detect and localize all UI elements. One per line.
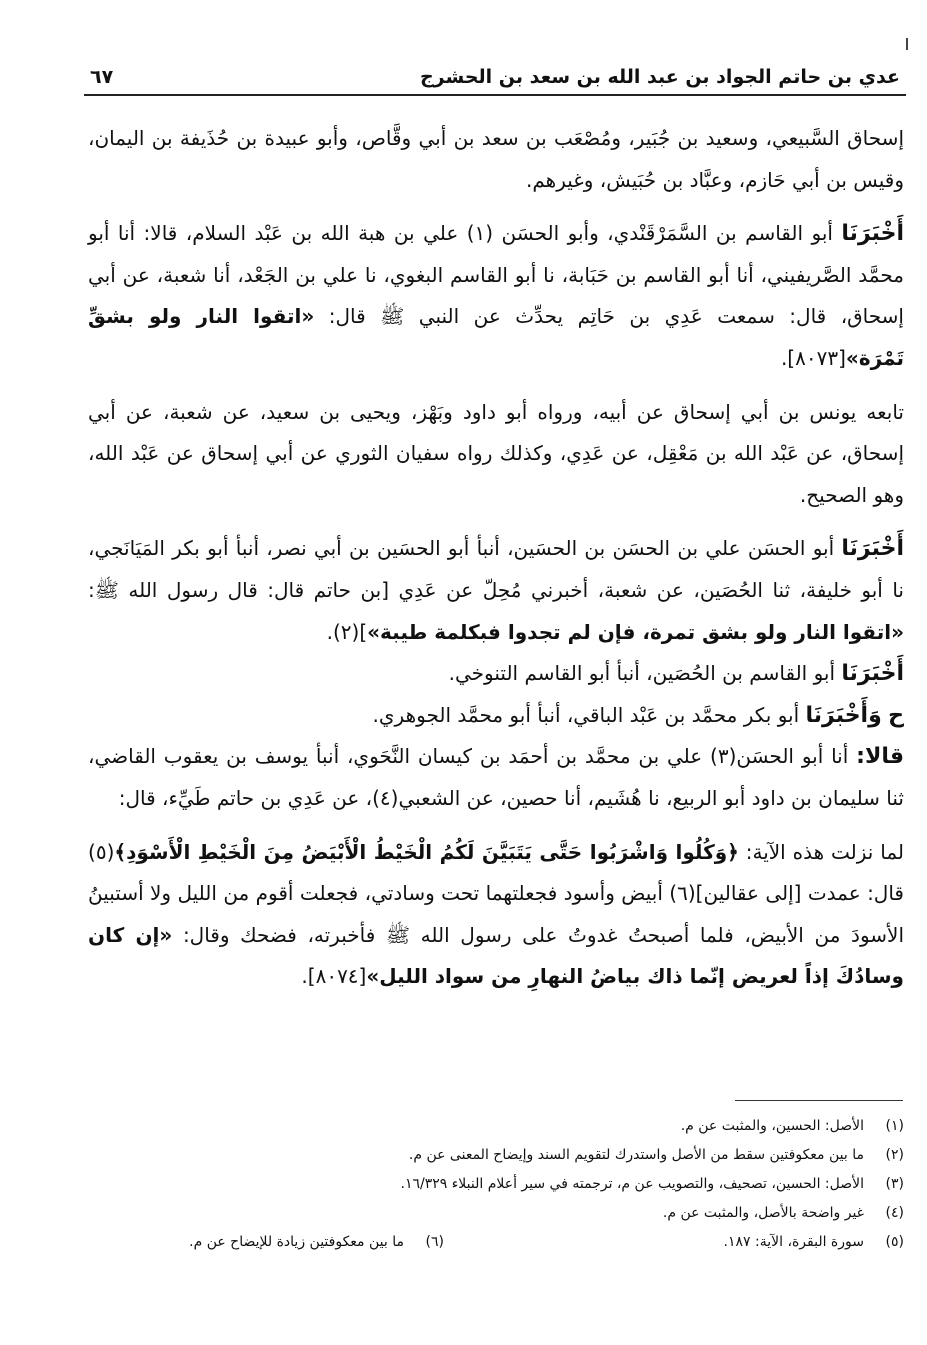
footnote-text: سورة البقرة، الآية: ١٨٧.: [723, 1234, 864, 1250]
hadith-text: «اتقوا النار ولو بشقِّ تَمْرَة»: [88, 304, 904, 370]
footnote-number: (٥): [885, 1234, 904, 1250]
akhbarana-lead: أَخْبَرَنَا: [841, 661, 904, 687]
footnote-number: (٢): [885, 1147, 904, 1163]
paragraph-6: [88, 695, 904, 737]
footnote-1: [88, 1112, 904, 1141]
running-header: [90, 58, 900, 88]
footnote-5: [444, 1228, 904, 1257]
paragraph-4: [88, 528, 904, 653]
hadith-text: «اتقوا النار ولو بشق تمرة، فإن لم تجدوا فبكلمة طيبة»: [367, 619, 904, 644]
footnote-text: ما بين معكوفتين زيادة للإيضاح عن م.: [189, 1234, 404, 1250]
footnote-4: [88, 1199, 904, 1228]
footnote-number: (٣): [885, 1176, 904, 1192]
paragraph-3-text: تابعه يونس بن أبي إسحاق عن أبيه، ورواه أبو داود وبَهْز، ويحيى بن سعيد، عن شعبة، عن أبي إسحاق، عن عَبْد الله بن مَعْقِل، عن عَدِي، وكذلك رواه سفيان الثوري عن أبي إسحاق عن عَبْد الله، وهو الصحيح.: [88, 399, 904, 507]
footnote-row: [88, 1228, 904, 1257]
footnote-3: [88, 1170, 904, 1199]
footnote-number: (٤): [885, 1205, 904, 1221]
akhbarana-lead: أَخْبَرَنَا: [841, 536, 904, 562]
corner-mark: [906, 38, 908, 50]
paragraph-1-text: إسحاق السَّبيعي، وسعيد بن جُبَير، ومُصْعَب بن سعد بن أبي وقَّاص، وأبو عبيدة بن حُذَيفة بن اليمان، وقيس بن أبي حَازم، وعبَّاد بن حُبَيش، وغيرهم.: [88, 126, 904, 192]
narration-text-2: (٥) قال: عمدت [إلى عقالين](٦) أبيض وأسود فجعلتهما تحت وسادتي، فجعلت أقوم من الليل ولا أستبينُ الأسودَ من الأبيض، فلما أصبحتُ غدوتُ على رسول الله ﷺ فأخبرته، فضحك وقال:: [88, 839, 905, 947]
paragraph-1: [88, 118, 904, 201]
footnote-text: الأصل: الحسين، والمثبت عن م.: [680, 1118, 864, 1134]
quran-verse: ﴿وَكُلُوا وَاشْرَبُوا حَتَّى يَتَبَيَّنَ لَكُمُ الْخَيْطُ الْأَبْيَضُ مِنَ الْخَيْطِ الْأَسْوَدِ﴾: [114, 839, 739, 864]
page-number: ٦٧: [90, 66, 114, 88]
ha-prefix: ح: [888, 702, 904, 728]
hadith-ref: [٨٠٧٣].: [780, 345, 846, 370]
isnad-text: أبو بكر محمَّد بن عَبْد الباقي، أنبأ أبو محمَّد الجوهري.: [372, 702, 800, 727]
paragraph-2: [88, 213, 904, 379]
paragraph-8: [88, 832, 904, 998]
footnote-number: (٦): [425, 1234, 444, 1250]
footnote-2: [88, 1141, 904, 1170]
isnad-text: أبو القاسم بن الحُصَين، أنبأ أبو القاسم التنوخي.: [448, 661, 836, 686]
footnote-text: غير واضحة بالأصل، والمثبت عن م.: [662, 1205, 864, 1221]
main-text: [88, 118, 904, 998]
paragraph-7: [88, 736, 904, 819]
footnote-text: الأصل: الحسين، تصحيف، والتصويب عن م، ترجمته في سير أعلام النبلاء ١٦/٣٢٩.: [400, 1176, 864, 1192]
qala-lead: قالا:: [856, 744, 904, 770]
akhbarana-lead: أَخْبَرَنَا: [841, 221, 905, 247]
running-title: عدي بن حاتم الجواد بن عبد الله بن سعد بن الحشرج: [419, 66, 900, 88]
header-rule: [84, 94, 906, 96]
isnad-text: أبو القاسم بن السَّمَرْقَنْدي، وأبو الحسَن (١) علي بن هبة الله بن عَبْد السلام، قالا: أنا أبو محمَّد الصَّريفيني، أنا أبو القاسم بن حَبَابة، نا أبو القاسم البغوي، نا علي بن الجَعْد، أنا شعبة، عن أبي إسحاق، قال: سمعت عَدِي بن حَاتِم يحدِّث عن النبي ﷺ قال:: [88, 221, 904, 329]
paragraph-5: [88, 653, 904, 695]
footnote-rule: [735, 1100, 903, 1101]
wa-akhbarana-lead: وَأَخْبَرَنَا: [805, 702, 882, 728]
footnotes: [88, 1112, 904, 1257]
hadith-ref: [٨٠٧٤].: [301, 964, 367, 989]
footnote-6: [189, 1228, 444, 1257]
paragraph-3: [88, 392, 904, 517]
narration-text: لما نزلت هذه الآية:: [745, 839, 904, 864]
hadith-ref: ](٢).: [326, 619, 368, 644]
footnote-number: (١): [885, 1118, 904, 1134]
footnote-text: ما بين معكوفتين سقط من الأصل واستدرك لتقويم السند وإيضاح المعنى عن م.: [408, 1147, 864, 1163]
isnad-text: أبو الحسَن علي بن الحسَن بن الحسَين، أنبأ أبو الحسَين بن أبي نصر، أنبأ أبو بكر المَيَانَجي، نا أبو خليفة، ثنا الحُصَين، عن شعبة، أخبرني مُحِلّ عن عَدِي [بن حاتم قال: قال رسول الله ﷺ:: [88, 536, 904, 602]
isnad-text: أنا أبو الحسَن(٣) علي بن محمَّد بن أحمَد بن كيسان النَّحَوي، أنبأ يوسف بن يعقوب القاضي، ثنا سليمان بن داود أبو الربيع، نا هُشَيم، أنا حصين، عن الشعبي(٤)، عن عَدِي بن حاتم طَيِّء، قال:: [88, 744, 904, 810]
hadith-text: «إن كان وسادُكَ إذاً لعريض إنّما ذاك بياضُ النهارِ من سواد الليل»: [88, 922, 904, 989]
